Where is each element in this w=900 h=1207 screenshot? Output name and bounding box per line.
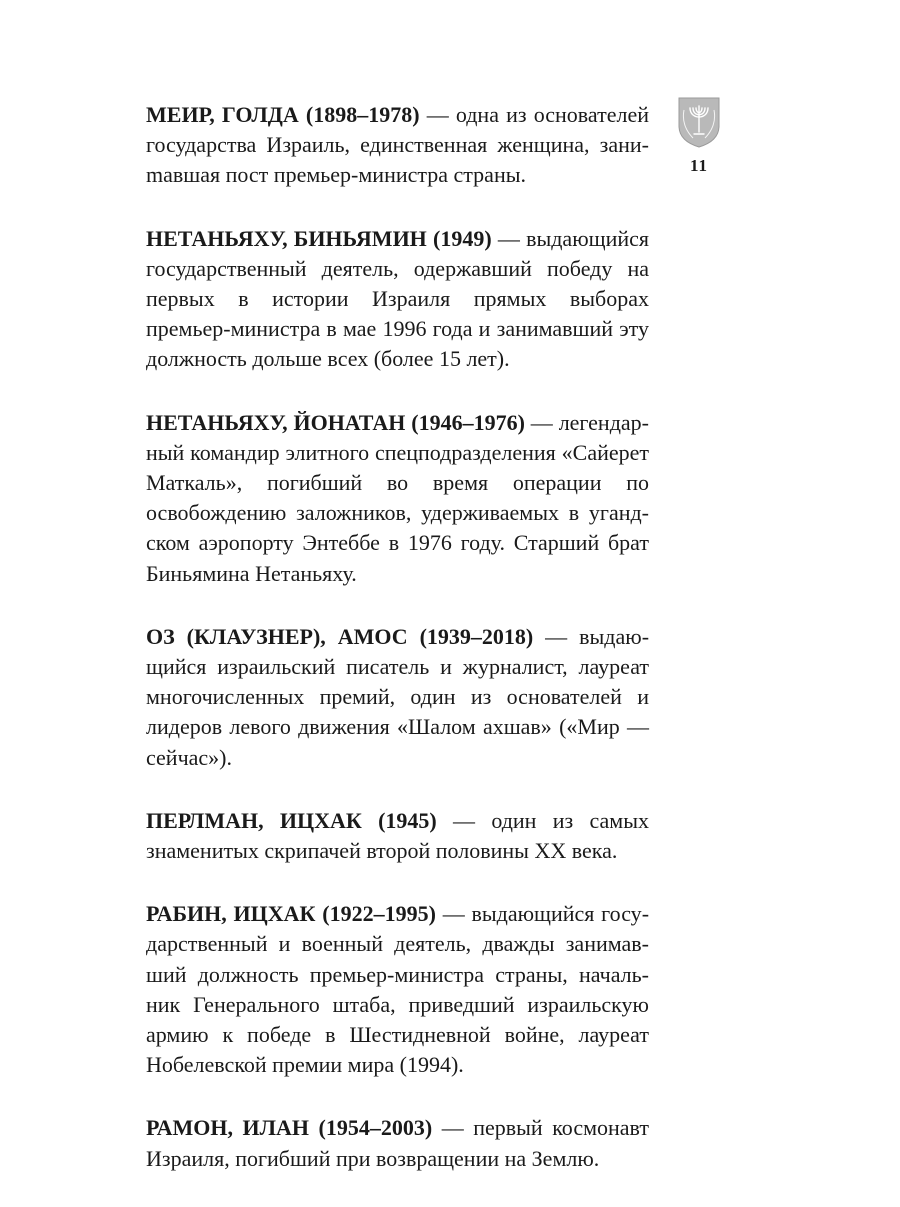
entry-name: ПЕРЛМАН, ИЦХАК (1945) <box>146 807 437 833</box>
entry-text: — один из самых знаменитых скрипачей второй половины XX века. <box>146 807 649 864</box>
entry-netanyahu-yonatan <box>146 408 649 589</box>
entry-text: — первый космонавт Израиля, погибший при возвращении на Землю. <box>146 1115 649 1171</box>
entry-name: НЕТАНЬЯХУ, ЙОНАТАН (1946–1976) <box>146 409 525 435</box>
entry-name: ОЗ (КЛАУЗНЕР), АМОС (1939–2018) <box>146 623 534 649</box>
entry-name: МЕИР, ГОЛДА (1898–1978) <box>146 102 420 127</box>
entry-perlman-itzhak <box>146 806 649 866</box>
entry-name: РАБИН, ИЦХАК (1922–1995) <box>146 901 436 927</box>
entry-name: РАМОН, ИЛАН (1954–2003) <box>146 1115 433 1141</box>
entry-oz-amos <box>146 622 649 773</box>
biography-entries <box>146 100 649 1207</box>
entry-rabin-itzhak <box>146 899 649 1080</box>
entry-name: НЕТАНЬЯХУ, БИНЬЯМИН (1949) <box>146 225 492 251</box>
entry-ramon-ilan <box>146 1113 649 1173</box>
entry-text: — выдающийся государственный деятель, одержавший победу на первых в истории Израиля прямых выборах премьер-министра в мае 1996 года и занимавший эту должность дольше всех (более 15 лет). <box>146 225 649 372</box>
entry-text: — легендарный командир элитного спецподразделения «Сайерет Маткаль», погибший во время операции по освобождению заложников, удерживаемых в угандском аэропорту Энтеббе в 1976 году. Старший брат Биньямина Нетаньяху. <box>146 409 649 586</box>
state-emblem-icon <box>677 96 721 148</box>
page-number: 11 <box>689 156 709 175</box>
entry-text: — выдающийся израильский писатель и журналист, лауреат многочисленных премий, один из основателей и лидеров левого движения «Шалом ахшав» («Мир — сейчас»). <box>146 623 650 770</box>
entry-meir-golda <box>146 100 649 191</box>
entry-text: — выдающийся государственный и военный деятель, дважды занимавший должность премьер-министра страны, начальник Генерального штаба, приведший израильскую армию к победе в Шестидневной войне, лауреат Нобелевской премии мира (1994). <box>146 901 650 1078</box>
entry-text: — одна из основателей государства Израиль, единственная женщина, заниmавшая пост премьер-министра страны. <box>146 102 649 188</box>
entry-netanyahu-binyamin <box>146 224 649 375</box>
